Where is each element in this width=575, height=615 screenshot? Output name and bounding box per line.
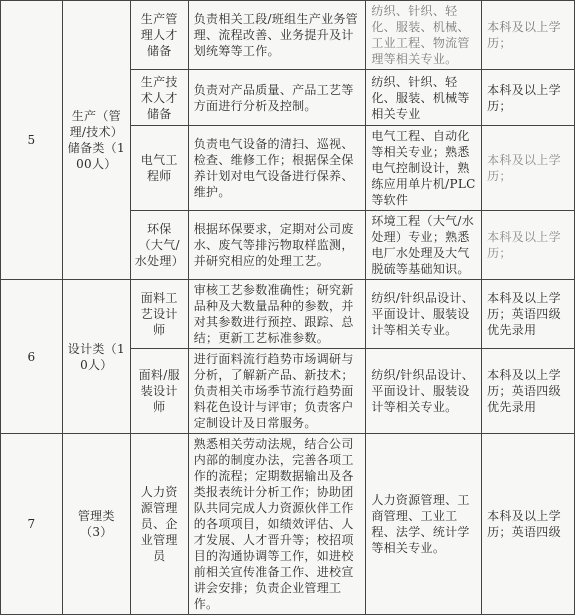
major-cell: 纺织/针织品设计、平面设计、服装设计等相关专业。 (366, 349, 482, 434)
group-number: 7 (1, 434, 63, 615)
duties-cell: 负责电气设备的清扫、巡视、检查、维修工作；根据保全保养计划对电气设备进行保养、维护。 (188, 126, 366, 211)
table-row (1, 434, 575, 615)
duties-cell: 进行面料流行趋势市场调研与分析，了解新产品、新技术；负责相关市场季节流行趋势面料花色设计与评审；负责客户定制设计及日常服务。 (188, 349, 366, 434)
position-cell: 电气工程师 (130, 126, 188, 211)
major-cell: 环境工程（大气/水处理）专业；熟悉电厂水处理及大气脱硫等基础知识。 (366, 211, 482, 280)
major-cell: 纺织、针织、轻化、服装、机械等相关专业 (366, 70, 482, 126)
position-cell: 生产技术人才储备 (130, 70, 188, 126)
duties-cell: 负责相关工段/班组生产业务管理、流程改善、业务提升及计划统筹等工作。 (188, 1, 366, 70)
category-cell: 设计类（10人） (62, 280, 130, 434)
major-cell: 电气工程、自动化等相关专业；熟悉电气控制设计，熟练应用单片机/PLC等软件 (366, 126, 482, 211)
group-number: 5 (1, 1, 63, 280)
education-cell: 本科及以上学历；英语四级优先录用 (482, 349, 575, 434)
table-row (1, 280, 575, 349)
major-cell: 纺织/针织品设计、平面设计、服装设计等相关专业。 (366, 280, 482, 349)
education-cell: 本科及以上学历； (482, 70, 575, 126)
duties-cell: 负责对产品质量、产品工艺等方面进行分析及控制。 (188, 70, 366, 126)
group-number: 6 (1, 280, 63, 434)
major-cell: 纺织、针织、轻化、服装、机械、工业工程、物流管理等相关专业。 (366, 1, 482, 70)
category-cell: 管理类（3） (62, 434, 130, 615)
position-cell: 人力资源管理员、企业管理员 (130, 434, 188, 615)
education-cell: 本科及以上学历； (482, 1, 575, 70)
table-row (1, 1, 575, 70)
duties-cell: 熟悉相关劳动法规，结合公司内部的制度办法，完善各项工作的流程；定期数据输出及各类报表统计分析工作；协助团队共同完成人力资源伙伴工作的各项项目，如绩效评估、人才发展、人才晋升等；校招项目的沟通协调等工作，如进校前相关宣传准备工作、进校宣讲会安排；负责企业管理工作。 (188, 434, 366, 615)
position-cell: 面料工艺设计师 (130, 280, 188, 349)
duties-cell: 根据环保要求，定期对公司废水、废气等排污物取样监测，并研究相应的处理工艺。 (188, 211, 366, 280)
education-cell: 本科及以上学历；英语四级 (482, 434, 575, 615)
position-cell: 生产管理人才储备 (130, 1, 188, 70)
major-cell: 人力资源管理、工商管理、工业工程、法学、统计学等相关专业。 (366, 434, 482, 615)
education-cell: 本科及以上学历； (482, 126, 575, 211)
education-cell: 本科及以上学历； (482, 211, 575, 280)
education-cell: 本科及以上学历；英语四级优先录用 (482, 280, 575, 349)
duties-cell: 审核工艺参数准确性；研究新品种及大数量品种的参数，并对其参数进行预控、跟踪、总结；更新工艺标准参数。 (188, 280, 366, 349)
position-cell: 面料/服装设计师 (130, 349, 188, 434)
position-cell: 环保（大气/水处理） (130, 211, 188, 280)
category-cell: 生产（管理/技术）储备类（100人） (62, 1, 130, 280)
